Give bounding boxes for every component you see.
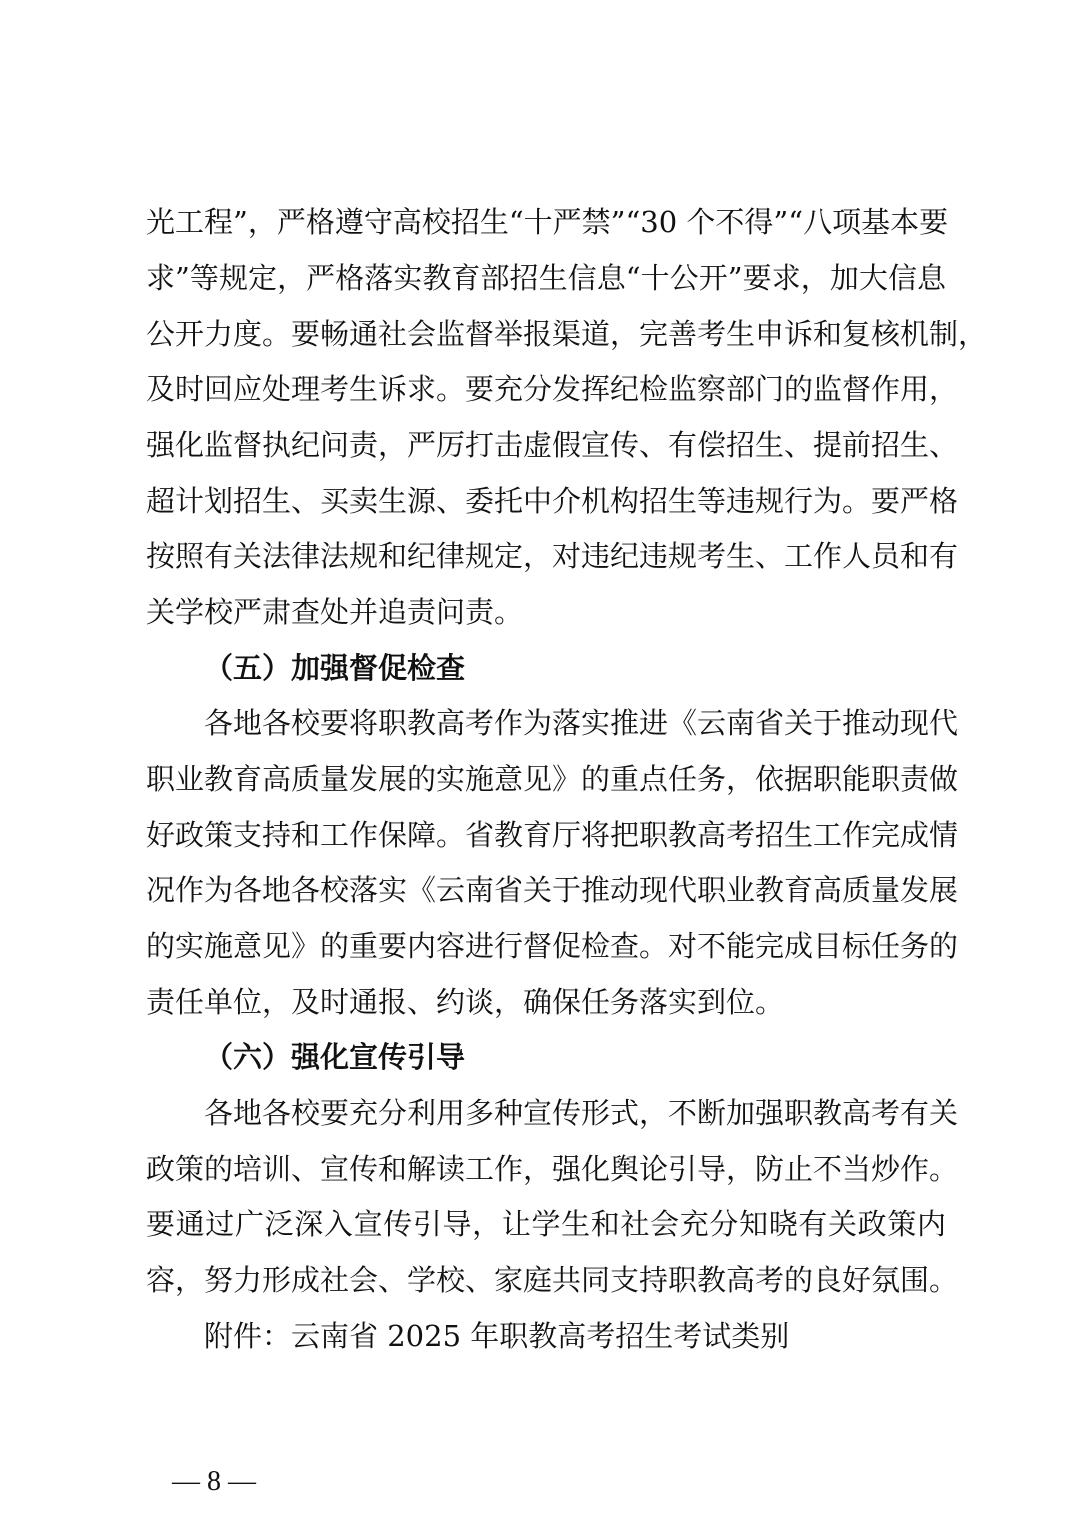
page-number: — 8 — [172,1466,256,1497]
paragraph-line: 求”等规定，严格落实教育部招生信息“十公开”要求，加大信息 [146,261,946,295]
paragraph-line: 各地各校要充分利用多种宣传形式，不断加强职教高考有关 [204,1096,959,1130]
paragraph-line: 各地各校要将职教高考作为落实推进《云南省关于推动现代 [204,706,959,740]
paragraph-line: 职业教育高质量发展的实施意见》的重点任务，依据职能职责做 [146,762,959,796]
section-heading: （六）强化宣传引导 [204,1040,466,1074]
section-heading: （五）加强督促检查 [204,651,466,685]
attachment-note: 附件：云南省 2025 年职教高考招生考试类别 [204,1319,790,1353]
paragraph-line: 及时回应处理考生诉求。要充分发挥纪检监察部门的监督作用， [146,372,959,406]
paragraph-line: 要通过广泛深入宣传引导，让学生和社会充分知晓有关政策内 [146,1207,946,1241]
paragraph-line: 超计划招生、买卖生源、委托中介机构招生等违规行为。要严格 [146,484,959,518]
paragraph-line: 关学校严肃查处并追责问责。 [146,595,524,629]
paragraph-line: 况作为各地各校落实《云南省关于推动现代职业教育高质量发展 [146,873,959,907]
paragraph-line: 光工程”，严格遵守高校招生“十严禁”“30 个不得”“八项基本要 [146,205,949,239]
paragraph-line: 公开力度。要畅通社会监督举报渠道，完善考生申诉和复核机制， [146,317,988,351]
paragraph-line: 政策的培训、宣传和解读工作，强化舆论引导，防止不当炒作。 [146,1152,959,1186]
paragraph-line: 责任单位，及时通报、约谈，确保任务落实到位。 [146,985,785,1019]
paragraph-line: 容，努力形成社会、学校、家庭共同支持职教高考的良好氛围。 [146,1263,959,1297]
paragraph-line: 强化监督执纪问责，严厉打击虚假宣传、有偿招生、提前招生、 [146,428,959,462]
paragraph-line: 的实施意见》的重要内容进行督促检查。对不能完成目标任务的 [146,929,959,963]
paragraph-line: 按照有关法律法规和纪律规定，对违纪违规考生、工作人员和有 [146,539,959,573]
paragraph-line: 好政策支持和工作保障。省教育厅将把职教高考招生工作完成情 [146,818,959,852]
